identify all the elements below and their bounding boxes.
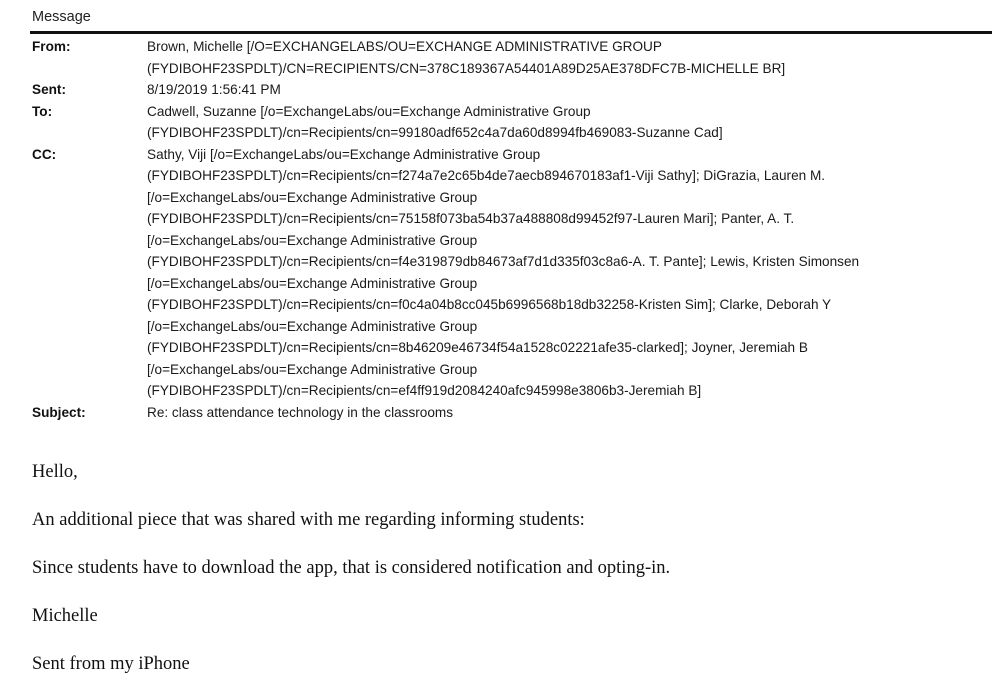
email-header-fields xyxy=(32,36,992,423)
cc-line: (FYDIBOHF23SPDLT)/cn=Recipients/cn=f274a7e2c65b4de7aecb894670183af1-Viji Sathy]; DiGrazia, Lauren M. xyxy=(147,168,826,183)
sent-label: Sent: xyxy=(32,82,66,97)
subject-label: Subject: xyxy=(32,404,86,420)
email-body xyxy=(32,460,972,676)
cc-row xyxy=(32,144,992,402)
cc-line: [/o=ExchangeLabs/ou=Exchange Administrative Group xyxy=(147,275,478,291)
subject-value xyxy=(147,402,992,424)
signature-footer: Sent from my iPhone xyxy=(32,654,190,674)
signature-name: Michelle xyxy=(32,606,98,626)
cc-line: (FYDIBOHF23SPDLT)/cn=Recipients/cn=f4e319879db84673af7d1d335f03c8a6-A. T. Pante]; Lewis, Kristen Simonsen xyxy=(147,254,860,269)
sent-line: 8/19/2019 1:56:41 PM xyxy=(147,82,281,97)
header-divider xyxy=(30,31,992,34)
from-line: (FYDIBOHF23SPDLT)/CN=RECIPIENTS/CN=378C189367A54401A89D25AE378DFC7B-MICHELLE BR] xyxy=(147,60,786,76)
greeting: Hello, xyxy=(32,462,78,482)
to-row xyxy=(32,101,992,144)
sent-value xyxy=(147,79,992,101)
subject-line: Re: class attendance technology in the classrooms xyxy=(147,404,454,420)
cc-line: (FYDIBOHF23SPDLT)/cn=Recipients/cn=f0c4a04b8cc045b6996568b18db32258-Kristen Sim]; Clarke, Deborah Y xyxy=(147,297,832,312)
cc-value xyxy=(147,144,992,402)
from-row xyxy=(32,36,992,79)
cc-line: [/o=ExchangeLabs/ou=Exchange Administrative Group xyxy=(147,232,478,248)
body-paragraph: An additional piece that was shared with me regarding informing students: xyxy=(32,510,585,530)
cc-line: [/o=ExchangeLabs/ou=Exchange Administrative Group xyxy=(147,318,478,334)
cc-line: (FYDIBOHF23SPDLT)/cn=Recipients/cn=75158f073ba54b37a488808d99452f97-Lauren Mari]; Panter, A. T. xyxy=(147,211,795,226)
subject-row xyxy=(32,402,992,424)
body-paragraph: Since students have to download the app, that is considered notification and opting-in. xyxy=(32,558,671,578)
to-label: To: xyxy=(32,103,53,119)
cc-line: [/o=ExchangeLabs/ou=Exchange Administrative Group xyxy=(147,361,478,377)
to-value xyxy=(147,101,992,144)
from-value xyxy=(147,36,992,79)
cc-line: [/o=ExchangeLabs/ou=Exchange Administrative Group xyxy=(147,189,478,205)
from-label: From: xyxy=(32,39,71,54)
from-line: Brown, Michelle [/O=EXCHANGELABS/OU=EXCHANGE ADMINISTRATIVE GROUP xyxy=(147,39,662,54)
sent-row xyxy=(32,79,992,101)
to-line: Cadwell, Suzanne [/o=ExchangeLabs/ou=Exchange Administrative Group xyxy=(147,103,591,119)
to-line: (FYDIBOHF23SPDLT)/cn=Recipients/cn=99180adf652c4a7da60d8994fb469083-Suzanne Cad] xyxy=(147,125,723,140)
cc-line: (FYDIBOHF23SPDLT)/cn=Recipients/cn=8b46209e46734f54a1528c02221afe35-clarked]; Joyner, Jeremiah B xyxy=(147,340,808,355)
cc-line: (FYDIBOHF23SPDLT)/cn=Recipients/cn=ef4ff919d2084240afc945998e3806b3-Jeremiah B] xyxy=(147,383,702,398)
cc-line: Sathy, Viji [/o=ExchangeLabs/ou=Exchange Administrative Group xyxy=(147,146,541,162)
cc-label: CC: xyxy=(32,146,57,162)
message-header-label: Message xyxy=(32,9,91,25)
